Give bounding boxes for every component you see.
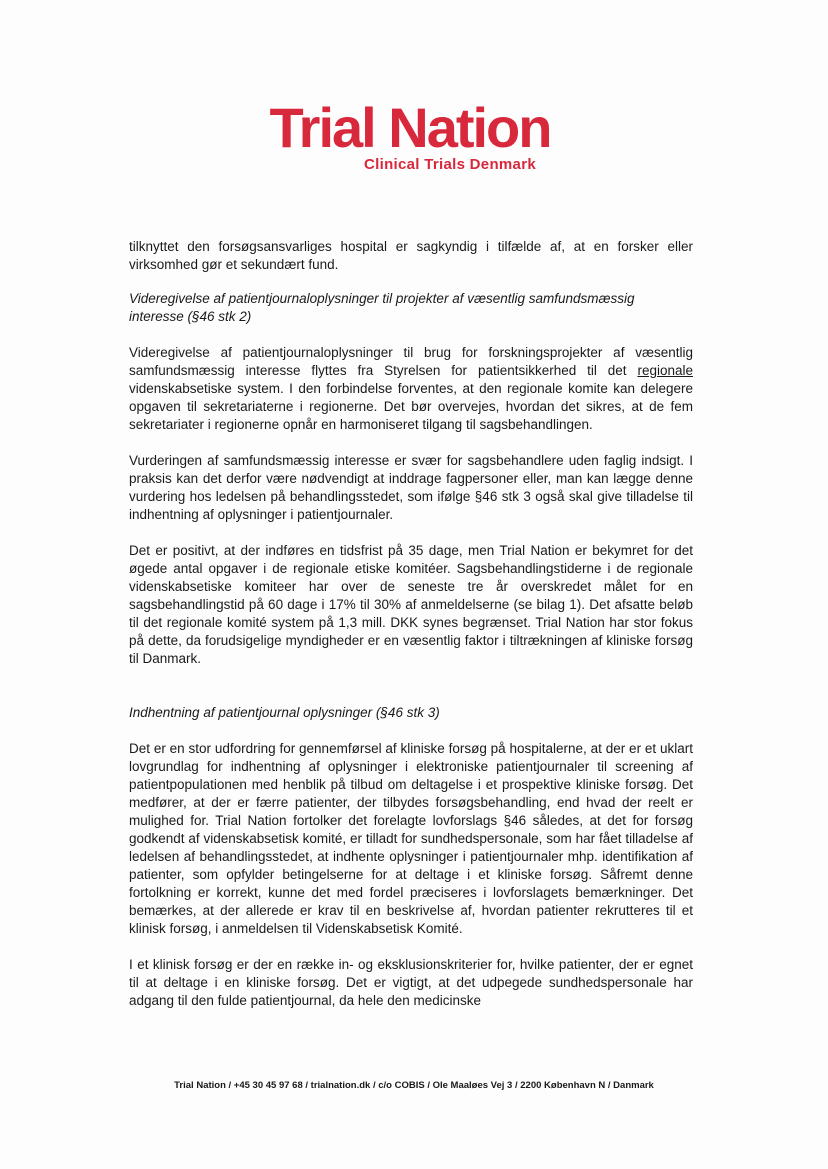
logo-subtitle: Clinical Trials Denmark	[364, 156, 536, 173]
paragraph-continuation: tilknyttet den forsøgsansvarliges hospital er sagkyndig i tilfælde af, at en forsker eller virksomhed gør et sekundært fund.	[129, 239, 693, 272]
logo-wordmark: Trial Nation	[269, 96, 551, 159]
document-body	[129, 238, 693, 1010]
underlined-word: regionale	[637, 363, 693, 378]
paragraph-text: videnskabsetiske system. I den forbindelse forventes, at den regionale komite kan delegere opgaven til sekretariaterne i regionerne. Det bør overvejes, hvordan det sikres, at de fem sekretariater i regionerne opnår en harmoniseret tilgang til sagsbehandlingen.	[129, 381, 693, 432]
paragraph-indhentning: Det er en stor udfordring for gennemførsel af kliniske forsøg på hospitalerne, at der er et uklart lovgrundlag for indhentning af oplysninger i elektroniske patientjournaler til screening af patientpopulationen med henblik på tilbud om deltagelse i et prospektive kliniske forsøg. Det medfører, at der er færre patienter, der tilbydes forsøgsbehandling, end hvad der reelt er mulighed for. Trial Nation fortolker det forelagte lovforslags §46 således, at det for forsøg godkendt af videnskabsetisk komité, er tilladt for sundhedspersonale, som har fået tilladelse af ledelsen af behandlingsstedet, at indhente oplysninger i patientjournaler mhp. identifikation af patienter, som opfylder betingelserne for at deltage i et kliniske forsøg. Såfremt denne fortolkning er korrekt, kunne det med fordel præciseres i lovforslagets bemærkninger. Det bemærkes, at der allerede er krav til en beskrivelse af, hvordan patienter rekrutteres til et klinisk forsøg, i anmeldelsen til Videnskabsetisk Komité.	[129, 741, 693, 936]
page-footer: Trial Nation / +45 30 45 97 68 / trialnation.dk / c/o COBIS / Ole Maaløes Vej 3 / 2200 København N / Danmark	[174, 1080, 654, 1091]
paragraph-vurdering: Vurderingen af samfundsmæssig interesse er svær for sagsbehandlere uden faglig indsigt. I praksis kan det derfor være nødvendigt at inddrage fagpersoner eller, man kan lægge denne vurdering hos ledelsen på behandlingsstedet, som ifølge §46 stk 3 også skal give tilladelse til indhentning af oplysninger i patientjournaler.	[129, 453, 693, 522]
paragraph-kriterier: I et klinisk forsøg er der en række in- og eksklusionskriterier for, hvilke patienter, der er egnet til at deltage i en kliniske forsøg. Det er vigtigt, at det udpegede sundhedspersonale har adgang til den fulde patientjournal, da hele den medicinske	[129, 957, 693, 1008]
section-heading-indhentning: Indhentning af patientjournal oplysninger (§46 stk 3)	[129, 705, 440, 720]
trial-nation-logo	[200, 96, 620, 174]
paragraph-videregivelse	[129, 344, 693, 434]
paragraph-tidsfrist: Det er positivt, at der indføres en tidsfrist på 35 dage, men Trial Nation er bekymret for det øgede antal opgaver i de regionale etiske komitéer. Sagsbehandlingstiderne i de regionale videnskabsetiske komiteer har over de seneste tre år overskredet målet for en sagsbehandlingstid på 60 dage i 17% til 30% af anmeldelserne (se bilag 1). Det afsatte beløb til det regionale komité system på 1,3 mill. DKK synes begrænset. Trial Nation har stor fokus på dette, da forudsigelige myndigheder er en væsentlig faktor i tiltrækningen af kliniske forsøg til Danmark.	[129, 543, 693, 666]
paragraph-text: Videregivelse af patientjournaloplysninger til brug for forskningsprojekter af væsentlig samfundsmæssig interesse flyttes fra Styrelsen for patientsikkerhed til det	[129, 345, 693, 378]
section-heading-videregivelse: Videregivelse af patientjournaloplysninger til projekter af væsentlig samfundsmæssig interesse (§46 stk 2)	[129, 291, 635, 324]
